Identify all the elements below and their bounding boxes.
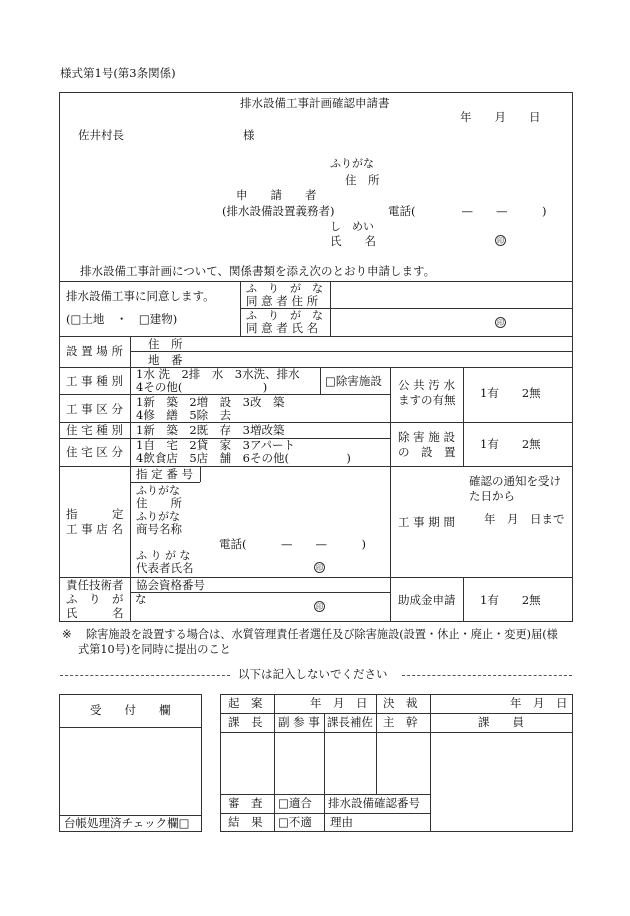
removal-install-label-1: 除 害 施 設 [398,430,455,444]
contractor-address-label: 住 所 [136,496,182,510]
sewage-basin-label-1: 公 共 汚 水 [398,378,455,392]
location-label: 設 置 場 所 [66,344,123,358]
reason-label: 理由 [330,815,353,829]
engineer-label-2: ふ り が な [66,592,147,606]
contractor-furigana-1: ふりがな [136,484,180,497]
work-type-options-2[interactable]: 4その他( ) [136,380,268,394]
contractor-label-2: 工 事 店 名 [66,522,123,536]
location-lot: 地 番 [148,353,183,367]
work-class-options-1[interactable]: 1新 築 2増 設 3改 築 [136,395,285,409]
contractor-furigana-2: ふりがな [136,510,180,523]
intro-text: 排水設備工事計画について、関係書類を添え次のとおり申請します。 [80,264,436,278]
form-title: 排水設備工事計画確認申請書 [240,96,390,110]
consent-furigana-1: ふ り が な [246,282,323,295]
contractor-rep-label: 代表者氏名 [136,561,194,575]
contractor-trade-name: 商号名称 [136,522,182,536]
work-class-label: 工 事 区 分 [66,402,123,416]
assistant-label: 課長補佐 [327,715,373,729]
addressee: 佐井村長 [78,128,124,142]
location-address: 住 所 [148,337,183,351]
draft-label: 起 案 [228,696,263,710]
main-label: 主 幹 [383,715,418,729]
sewage-basin-options[interactable]: 1有 2無 [480,386,541,400]
decision-date: 年 月 日 [510,696,568,710]
subsidy-options[interactable]: 1有 2無 [480,593,541,607]
note-mark: ※ [62,627,72,641]
period-label: 工 事 期 間 [398,515,455,529]
engineer-label-1: 責任技術者 [66,578,124,592]
work-type-options-1[interactable]: 1水 洗 2排 水 3水洗、排水 [136,367,300,381]
divider-left [60,675,230,676]
engineer-seal-icon: 印 [316,603,323,611]
deputy-label: 副 参 事 [278,715,320,729]
staff-label: 課 員 [478,715,524,729]
consent-name-label: 同 意 者 氏 名 [246,321,319,335]
subsidy-label: 助成金申請 [398,593,456,607]
result-label: 結 果 [228,815,263,829]
ledger-check[interactable]: 台帳処理済チェック欄□ [64,816,190,830]
applicant-role-note: (排水設備設置義務者) [222,204,335,218]
review-label: 審 査 [228,796,263,810]
applicant-name-kana: し めい [330,220,374,233]
contractor-number-label: 指 定 番 号 [136,467,193,481]
note-line-2: 式第10号)を同時に提出のこと [78,643,231,656]
divider-right [402,675,572,676]
consent-furigana-2: ふ り が な [246,309,323,322]
period-end-date[interactable]: 年 月 日まで [484,512,565,526]
confirm-number-label: 排水設備確認番号 [328,796,420,810]
note-line-1: 除害施設を設置する場合は、水質管理責任者選任及び除害施設(設置・休止・廃止・変更)届(様 [86,628,558,641]
applicant-phone[interactable]: 電話( — — ) [388,204,547,218]
house-type-options[interactable]: 1新 築 2既 存 3増改築 [136,423,285,437]
period-text-1: 確認の通知を受け [469,474,561,488]
contractor-label-1: 指 定 [66,507,124,521]
house-class-options-2[interactable]: 4飲食店 5店 舗 6その他( ) [136,451,351,465]
fail-checkbox[interactable]: □不適 [278,815,312,829]
engineer-cert-label: 協会資格番号 [136,578,205,592]
divider-text: 以下は記入しないでください [238,667,388,681]
date-field[interactable]: 年 月 日 [460,110,541,124]
sewage-basin-label-2: ますの有無 [398,393,456,407]
applicant-furigana: ふりがな [330,157,374,170]
applicant-name-label: 氏 名 [330,234,376,248]
contractor-furigana-3: ふ り が な [136,549,191,562]
house-class-label: 住 宅 区 分 [66,445,123,459]
consent-seal-icon: 印 [497,319,504,327]
addressee-suffix: 様 [243,128,255,142]
applicant-role: 申 請 者 [236,188,317,202]
contractor-seal-icon: 印 [316,564,323,572]
contractor-phone[interactable]: 電話( — — ) [219,537,366,551]
pass-checkbox[interactable]: □適合 [278,796,312,810]
removal-install-options[interactable]: 1有 2無 [480,437,541,451]
reception-label: 受 付 欄 [90,703,171,717]
decision-label: 決 裁 [383,696,418,710]
chief-label: 課 長 [228,715,263,729]
removal-install-label-2: の 設 置 [398,445,456,459]
draft-date: 年 月 日 [310,696,368,710]
applicant-seal-icon: 印 [497,237,504,245]
consent-address-label: 同 意 者 住 所 [246,294,319,308]
consent-options[interactable]: (□土地 ・ □建物) [66,312,178,326]
applicant-address-label: 住 所 [345,173,380,187]
work-type-label: 工 事 種 別 [66,374,123,388]
engineer-label-3: 氏 名 [66,606,124,620]
form-number: 様式第1号(第3条関係) [60,66,176,80]
period-text-2: た日から [469,489,515,503]
house-type-label: 住 宅 種 別 [66,423,123,437]
removal-facility-checkbox[interactable]: □除害施設 [325,374,382,388]
house-class-options-1[interactable]: 1自 宅 2貸 家 3アパート [136,438,296,452]
work-class-options-2[interactable]: 4修 繕 5除 去 [136,408,232,422]
consent-label: 排水設備工事に同意します。 [66,289,215,303]
